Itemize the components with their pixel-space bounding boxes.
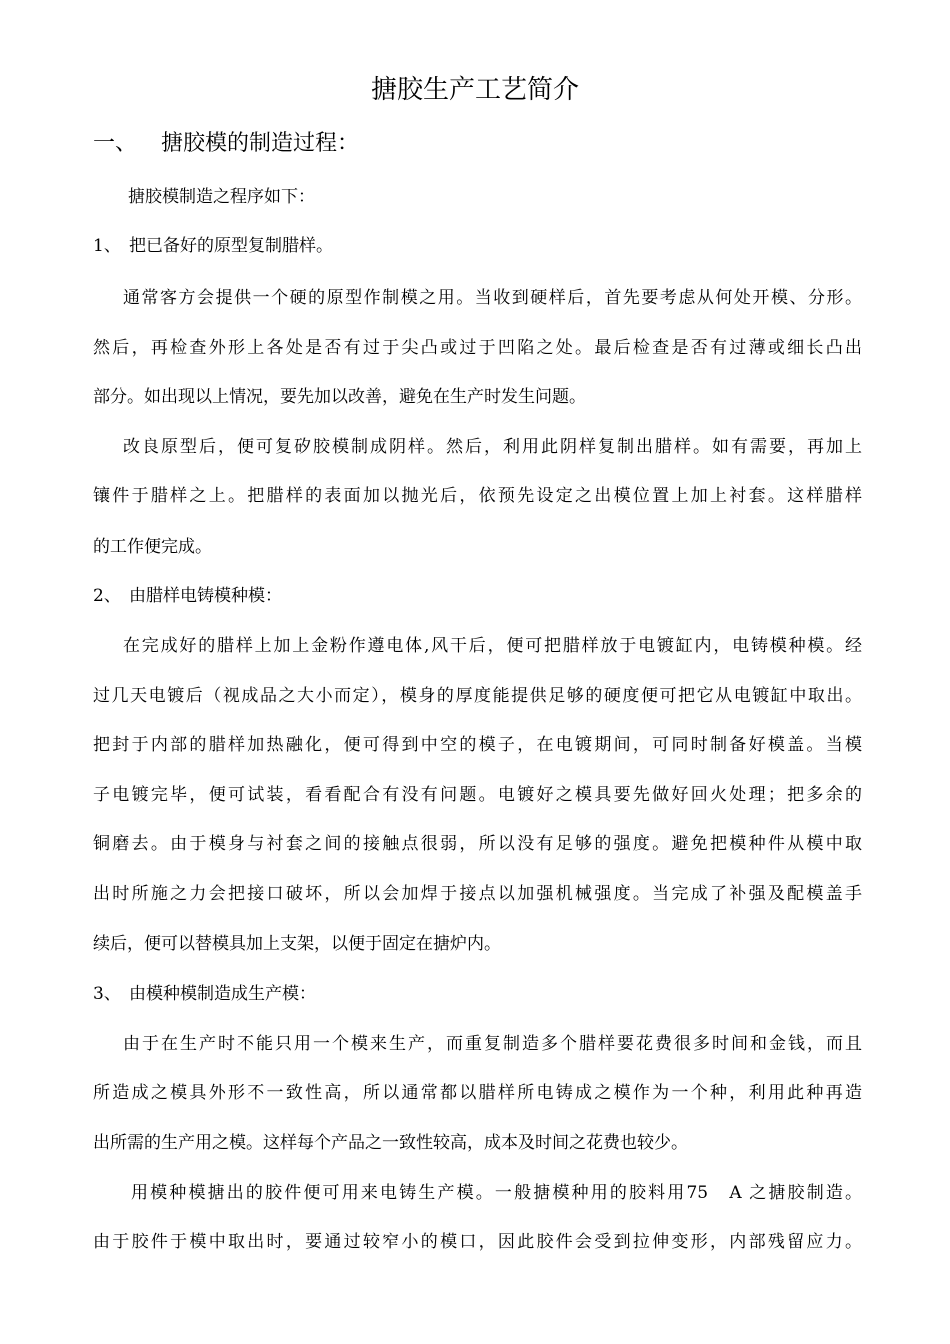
- paragraph-line: 镶件于腊样之上。把腊样的表面加以抛光后，依预先设定之出模位置上加上衬套。这样腊样: [93, 486, 862, 506]
- paragraph-line: 用模种模搪出的胶件便可用来电铸生产模。一般搪模种用的胶料用75 A 之搪胶制造。: [131, 1183, 862, 1203]
- paragraph-line: 改良原型后，便可复矽胶模制成阴样。然后，利用此阴样复制出腊样。如有需要，再加上: [123, 437, 862, 457]
- document-title: 搪胶生产工艺简介: [370, 75, 579, 105]
- paragraph-line: 部分。如出现以上情况，要先加以改善，避免在生产时发生问题。: [93, 387, 586, 407]
- paragraph-line: 所造成之模具外形不一致性高，所以通常都以腊样所电铸成之模作为一个种，利用此种再造: [93, 1083, 862, 1103]
- paragraph-line: 子电镀完毕，便可试装，看看配合有没有问题。电镀好之模具要先做好回火处理；把多余的: [93, 785, 862, 805]
- step-heading-text: 由模种模制造成生产模：: [129, 984, 316, 1004]
- step-number: 3、: [93, 984, 121, 1004]
- paragraph-line: 由于胶件于模中取出时，要通过较窄小的模口，因此胶件会受到拉伸变形，内部残留应力。: [93, 1232, 862, 1252]
- section-number: 一、: [93, 131, 138, 156]
- section-heading-text: 搪胶模的制造过程：: [161, 131, 360, 156]
- intro-line: 搪胶模制造之程序如下：: [128, 187, 315, 207]
- paragraph-line: 出所需的生产用之模。这样每个产品之一致性较高，成本及时间之花费也较少。: [93, 1133, 688, 1153]
- paragraph-line: 由于在生产时不能只用一个模来生产，而重复制造多个腊样要花费很多时间和金钱，而且: [123, 1034, 862, 1054]
- paragraph-line: 出时所施之力会把接口破坏，所以会加焊于接点以加强机械强度。当完成了补强及配模盖手: [93, 884, 862, 904]
- step-heading-text: 由腊样电铸模种模：: [129, 586, 282, 606]
- step-heading: [93, 584, 282, 608]
- step-heading: [93, 982, 316, 1006]
- paragraph-line: 在完成好的腊样上加上金粉作遵电体,风干后，便可把腊样放于电镀缸内，电铸模种模。经: [123, 636, 862, 656]
- paragraph-line: 把封于内部的腊样加热融化，便可得到中空的模子，在电镀期间，可同时制备好模盖。当模: [93, 735, 862, 755]
- paragraph-line: 通常客方会提供一个硬的原型作制模之用。当收到硬样后，首先要考虑从何处开模、分形。: [123, 288, 862, 308]
- paragraph-line: 铜磨去。由于模身与衬套之间的接触点很弱，所以没有足够的强度。避免把模种件从模中取: [93, 834, 862, 854]
- step-heading: [93, 234, 333, 258]
- step-heading-text: 把已备好的原型复制腊样。: [129, 236, 333, 256]
- step-number: 2、: [93, 586, 121, 606]
- paragraph-line: 的工作便完成。: [93, 537, 212, 557]
- paragraph-line: 续后，便可以替模具加上支架，以便于固定在搪炉内。: [93, 934, 501, 954]
- paragraph-line: 过几天电镀后（视成品之大小而定），模身的厚度能提供足够的硬度便可把它从电镀缸中取出。: [93, 686, 862, 706]
- step-number: 1、: [93, 236, 121, 256]
- section-heading: [93, 128, 359, 160]
- paragraph-line: 然后，再检查外形上各处是否有过于尖凸或过于凹陷之处。最后检查是否有过薄或细长凸出: [93, 338, 862, 358]
